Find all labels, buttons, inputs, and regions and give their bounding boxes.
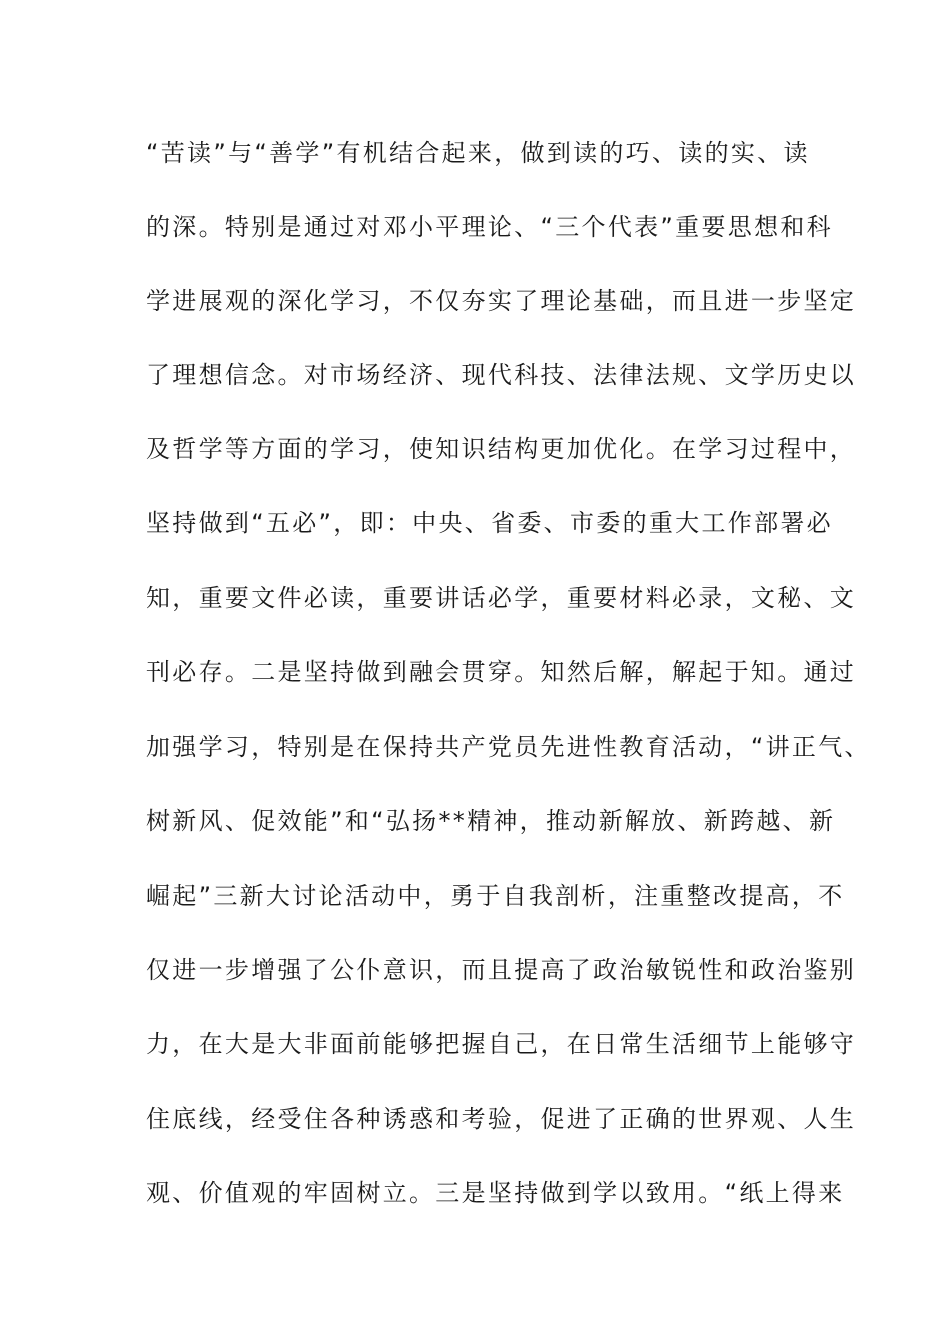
text-line: 加强学习，特别是在保持共产党员先进性教育活动，“讲正气、 [146,733,871,761]
text-line: 树新风、促效能”和“弘扬**精神，推动新解放、新跨越、新 [146,807,836,835]
text-line: “苦读”与“善学”有机结合起来，做到读的巧、读的实、读 [146,139,810,167]
text-line: 刊必存。二是坚持做到融会贯穿。知然后解，解起于知。通过 [146,658,857,686]
text-line: 观、价值观的牢固树立。三是坚持做到学以致用。“纸上得来 [146,1179,845,1207]
text-line: 住底线，经受住各种诱惑和考验，促进了正确的世界观、人生 [146,1105,857,1133]
text-line: 知，重要文件必读，重要讲话必学，重要材料必录，文秘、文 [146,584,857,612]
text-line: 崛起”三新大讨论活动中，勇于自我剖析，注重整改提高，不 [146,882,845,910]
text-line: 学进展观的深化学习，不仅夯实了理论基础，而且进一步坚定 [146,287,857,315]
text-line: 及哲学等方面的学习，使知识结构更加优化。在学习过程中， [146,435,857,463]
text-line: 了理想信念。对市场经济、现代科技、法律法规、文学历史以 [146,361,857,389]
text-line: 坚持做到“五必”，即：中央、省委、市委的重大工作部署必 [146,509,833,537]
text-line: 仅进一步增强了公仆意识，而且提高了政治敏锐性和政治鉴别 [146,956,857,984]
text-line: 的深。特别是通过对邓小平理论、“三个代表”重要思想和科 [146,213,833,241]
text-line: 力，在大是大非面前能够把握自己，在日常生活细节上能够守 [146,1030,857,1058]
